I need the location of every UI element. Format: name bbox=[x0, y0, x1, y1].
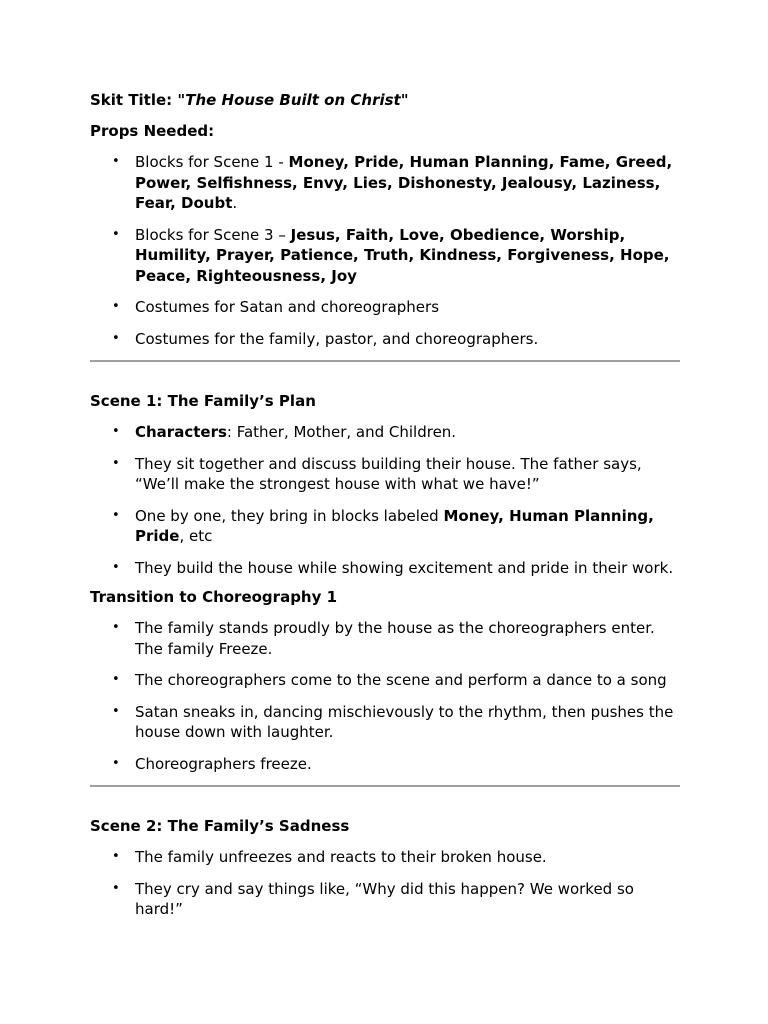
transition1-heading: Transition to Choreography 1 bbox=[90, 588, 338, 606]
item-text: They sit together and discuss building their house. The father says, “We’ll make the strongest house with what we have!” bbox=[135, 454, 642, 493]
list-item bbox=[90, 670, 680, 691]
section-divider bbox=[90, 360, 680, 362]
list-item bbox=[90, 225, 680, 287]
scene1-list bbox=[90, 422, 680, 578]
list-item bbox=[90, 702, 680, 743]
skit-title-label: Skit Title: " bbox=[90, 91, 186, 109]
item-text: Costumes for Satan and choreographers bbox=[135, 298, 440, 316]
item-text: They cry and say things like, “Why did this happen? We worked so hard!” bbox=[135, 879, 634, 918]
list-item bbox=[90, 506, 680, 547]
props-list bbox=[90, 152, 680, 349]
item-text: The choreographers come to the scene and perform a dance to a song bbox=[135, 671, 667, 689]
section-divider bbox=[90, 785, 680, 787]
list-item bbox=[90, 847, 680, 868]
item-bold-text: Jesus, Faith, Love, Obedience, Worship, Humility, Prayer, Patience, Truth, Kindness, Forgiveness, Hope, Peace, Righteousness, Joy bbox=[135, 225, 670, 285]
item-text: One by one, they bring in blocks labeled bbox=[135, 506, 444, 525]
item-text: Costumes for the family, pastor, and choreographers. bbox=[135, 329, 539, 348]
list-item bbox=[90, 422, 680, 443]
list-item bbox=[90, 879, 680, 920]
item-text: Blocks for Scene 3 – bbox=[135, 225, 291, 244]
item-text: Satan sneaks in, dancing mischievously to the rhythm, then pushes the house down with laughter. bbox=[135, 702, 674, 741]
scene2-list bbox=[90, 847, 680, 920]
item-suffix: . bbox=[232, 194, 238, 212]
item-text: Blocks for Scene 1 - bbox=[135, 153, 289, 171]
item-suffix: : Father, Mother, and Children. bbox=[226, 423, 457, 441]
list-item bbox=[90, 618, 680, 659]
list-item bbox=[90, 454, 680, 495]
item-text: Choreographers freeze. bbox=[135, 754, 312, 773]
list-item bbox=[90, 558, 680, 579]
item-bold-text: Money, Human Planning, Pride bbox=[135, 506, 654, 545]
list-item bbox=[90, 152, 680, 214]
props-heading: Props Needed: bbox=[90, 122, 215, 140]
transition1-list bbox=[90, 618, 680, 774]
skit-title-end: " bbox=[400, 91, 409, 109]
document-content bbox=[90, 90, 680, 931]
list-item bbox=[90, 297, 680, 318]
item-suffix: , etc bbox=[179, 527, 213, 545]
skit-title-name: The House Built on Christ bbox=[185, 91, 401, 109]
item-bold-text: Characters bbox=[135, 423, 227, 441]
item-text: The family stands proudly by the house as the choreographers enter. The family Freeze. bbox=[135, 619, 655, 658]
scene1-heading: Scene 1: The Family’s Plan bbox=[90, 392, 316, 410]
item-text: They build the house while showing excitement and pride in their work. bbox=[135, 558, 674, 577]
list-item bbox=[90, 329, 680, 350]
scene2-heading: Scene 2: The Family’s Sadness bbox=[90, 817, 350, 835]
item-text: The family unfreezes and reacts to their broken house. bbox=[135, 848, 547, 866]
list-item bbox=[90, 754, 680, 775]
item-bold-text: Money, Pride, Human Planning, Fame, Greed, Power, Selfishness, Envy, Lies, Dishonesty, Jealousy, Laziness, Fear, Doubt bbox=[135, 153, 673, 212]
skit-title bbox=[90, 90, 680, 111]
